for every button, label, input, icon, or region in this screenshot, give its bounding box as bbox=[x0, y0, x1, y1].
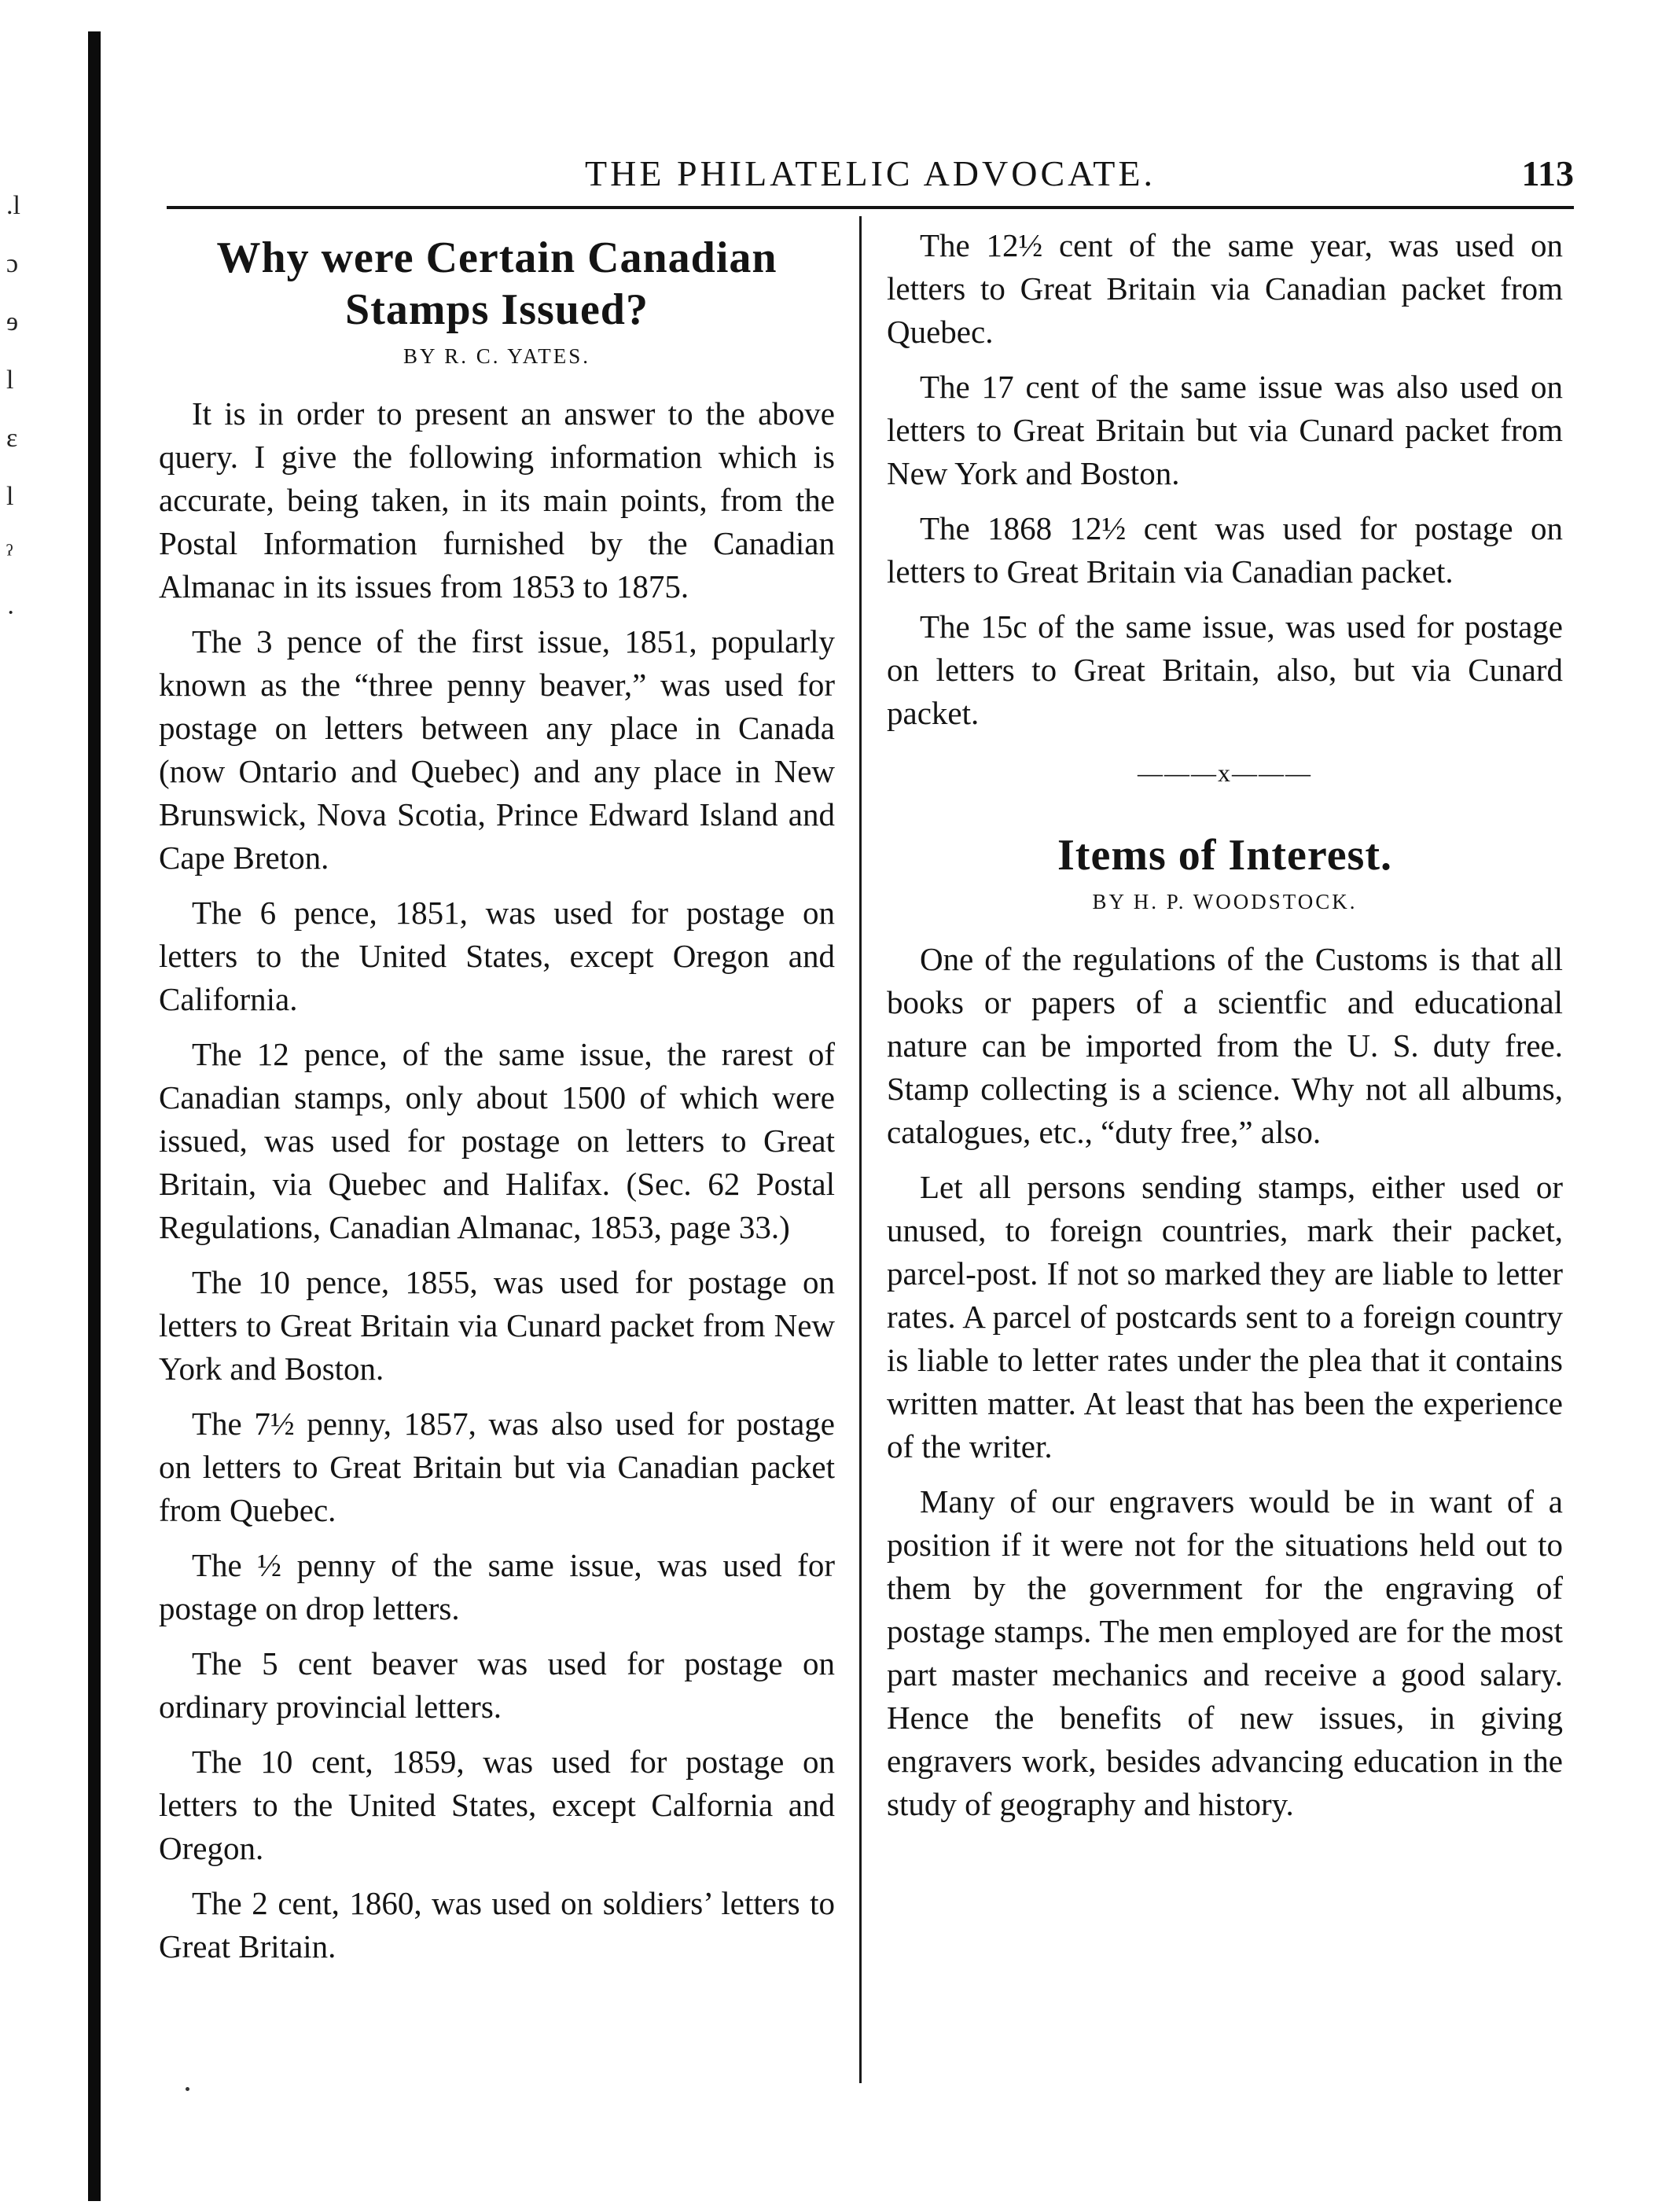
paragraph: The 1868 12½ cent was used for postage on letters to Great Britain via Canadian packet. bbox=[887, 510, 1563, 590]
edge-fragment: ɔ bbox=[6, 249, 19, 278]
paragraph: The ½ penny of the same issue, was used for postage on drop letters. bbox=[159, 1547, 835, 1626]
running-title: THE PHILATELIC ADVOCATE. bbox=[585, 153, 1156, 193]
paragraph: One of the regulations of the Customs is that all books or papers of a scientfic and educational nature can be imported from the U. S. duty free. Stamp collecting is a science. Why not all albums, catalogues, etc., “duty free,” also. bbox=[887, 941, 1563, 1150]
article-title: Why were Certain Canadian Stamps Issued? bbox=[216, 233, 778, 334]
paragraph: The 7½ penny, 1857, was also used for postage on letters to Great Britain but via Canadian packet from Quebec. bbox=[159, 1406, 835, 1528]
paragraph: The 5 cent beaver was used for postage on ordinary provincial letters. bbox=[159, 1645, 835, 1725]
edge-fragment: ɛ bbox=[6, 424, 18, 453]
paragraph: The 15c of the same issue, was used for postage on letters to Great Britain, also, but via Cunard packet. bbox=[887, 608, 1563, 731]
paragraph: It is in order to present an answer to the above query. I give the following information which is accurate, being taken, in its main points, from the Postal Information furnished by the Canadian Almanac in its issues from 1853 to 1875. bbox=[159, 395, 835, 605]
edge-fragment: ˀ bbox=[6, 540, 13, 569]
binding-bar bbox=[88, 31, 101, 2201]
header-rule bbox=[167, 206, 1574, 209]
article-byline: BY R. C. YATES. bbox=[403, 344, 591, 368]
edge-fragment: l bbox=[6, 482, 14, 511]
edge-fragment: ɘ bbox=[6, 307, 19, 336]
edge-fragment: · bbox=[6, 598, 16, 627]
left-column bbox=[159, 224, 835, 1980]
paragraph: The 10 cent, 1859, was used for postage on letters to the United States, except Calfornia and Oregon. bbox=[159, 1744, 835, 1866]
column-divider bbox=[859, 216, 862, 2083]
page-header bbox=[167, 149, 1574, 198]
right-column bbox=[887, 224, 1563, 1838]
paragraph: The 2 cent, 1860, was used on soldiers’ letters to Great Britain. bbox=[159, 1885, 835, 1964]
edge-fragment: l bbox=[6, 366, 14, 395]
paragraph: The 6 pence, 1851, was used for postage on letters to the United States, except Oregon and California. bbox=[159, 895, 835, 1017]
edge-fragments bbox=[6, 193, 30, 627]
paragraph: The 12 pence, of the same issue, the rarest of Canadian stamps, only about 1500 of which were issued, was used for postage on letters to Great Britain, via Quebec and Halifax. (Sec. 62 Postal Regulations, Canadian Almanac, 1853, page 33.) bbox=[159, 1036, 835, 1245]
edge-fragment: .l bbox=[6, 191, 20, 220]
paragraph: The 3 pence of the first issue, 1851, popularly known as the “three penny beaver,” was used for postage on letters between any place in Canada (now Ontario and Quebec) and any place in New Brunswick, Nova Scotia, Prince Edward Island and Cape Breton. bbox=[159, 623, 835, 876]
paragraph: The 17 cent of the same issue was also used on letters to Great Britain but via Cunard packet from New York and Boston. bbox=[887, 369, 1563, 491]
article-byline: BY H. P. WOODSTOCK. bbox=[1092, 890, 1358, 913]
paragraph: Many of our engravers would be in want of a position if it were not for the situations held out to them by the government for the engraving of postage stamps. The men employed are for the most part master mechanics and receive a good salary. Hence the benefits of new issues, in giving engravers work, besides advancing education in the study of geography and history. bbox=[887, 1483, 1563, 1822]
print-speck bbox=[186, 2087, 189, 2091]
article-title: Items of Interest. bbox=[1057, 831, 1392, 880]
paragraph: Let all persons sending stamps, either used or unused, to foreign countries, mark their packet, parcel-post. If not so marked they are liable to letter rates. A parcel of postcards sent to a foreign country is liable to letter rates under the plea that it contains written matter. At least that has been the experience of the writer. bbox=[887, 1169, 1563, 1464]
paragraph: The 10 pence, 1855, was used for postage on letters to Great Britain via Cunard packet from New York and Boston. bbox=[159, 1264, 835, 1387]
section-separator: ———x——— bbox=[1138, 759, 1312, 787]
page-number: 113 bbox=[1521, 153, 1574, 193]
paragraph: The 12½ cent of the same year, was used on letters to Great Britain via Canadian packet from Quebec. bbox=[887, 227, 1563, 350]
